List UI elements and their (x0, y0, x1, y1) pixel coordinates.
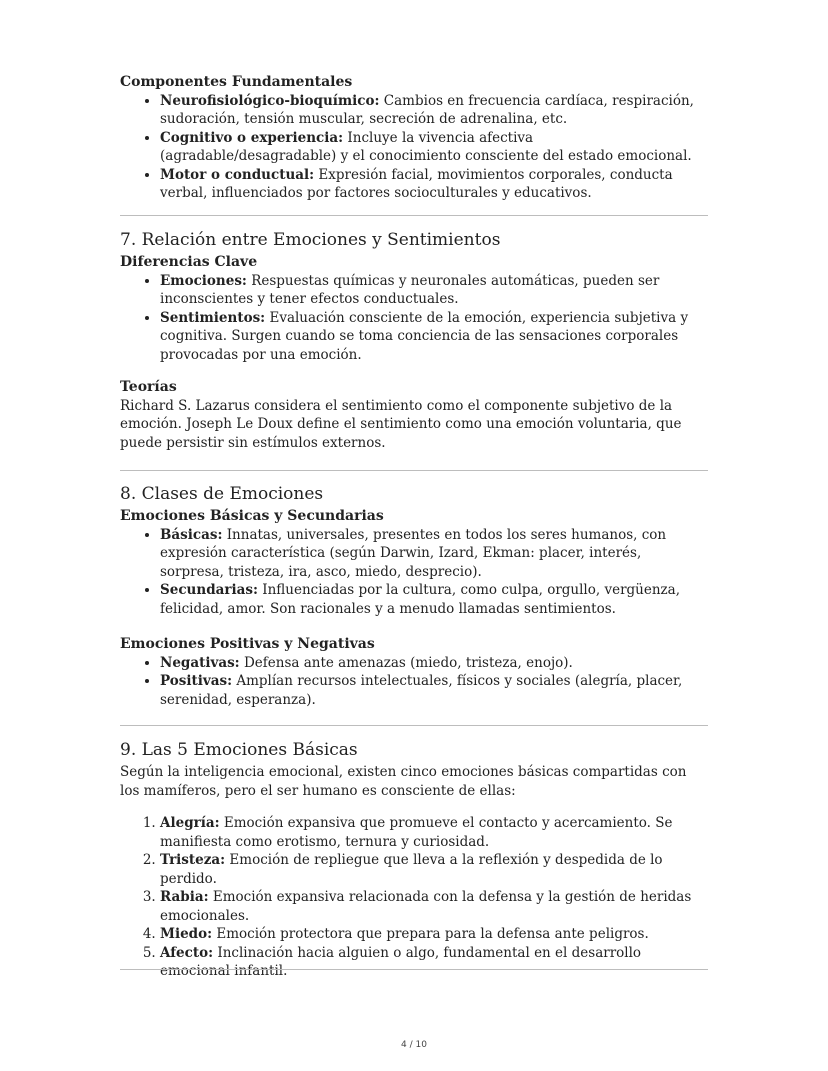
basicas-secundarias-list (120, 526, 708, 619)
list-item (160, 166, 708, 203)
item-text: Influenciadas por la cultura, como culpa, orgullo, vergüenza, felicidad, amor. Son racionales y a menudo llamadas sentimientos. (160, 582, 680, 617)
section-7 (120, 229, 708, 452)
item-term: Básicas: (160, 526, 223, 543)
item-term: Cognitivo o experiencia: (160, 129, 344, 146)
list-item (160, 925, 708, 944)
section-7-title: 7. Relación entre Emociones y Sentimientos (120, 230, 501, 250)
section-9-intro: Según la inteligencia emocional, existen cinco emociones básicas compartidas con los mamíferos, pero el ser humano es consciente de ellas: (120, 764, 687, 799)
subheading-basicas-secundarias: Emociones Básicas y Secundarias (120, 508, 384, 524)
section-8 (120, 483, 708, 709)
section-prev (120, 73, 708, 203)
list-item (160, 581, 708, 618)
diferencias-list (120, 272, 708, 365)
item-text: Emoción de repliegue que lleva a la reflexión y despedida de lo perdido. (160, 852, 663, 887)
item-text: Emoción expansiva que promueve el contacto y acercamiento. Se manifiesta como erotismo, ternura y curiosidad. (160, 815, 673, 850)
item-term: Rabia: (160, 889, 209, 905)
list-item (160, 888, 708, 925)
item-text: Evaluación consciente de la emoción, experiencia subjetiva y cognitiva. Surgen cuando se toma conciencia de las sensaciones corporales provocadas por una emoción. (160, 309, 689, 363)
list-item (160, 129, 708, 166)
item-term: Tristeza: (160, 852, 226, 868)
item-text: Innatas, universales, presentes en todos los seres humanos, con expresión característica (según Darwin, Izard, Ekman: placer, interés, sorpresa, tristeza, ira, asco, miedo, desprecio). (160, 526, 667, 580)
subheading-componentes: Componentes Fundamentales (120, 74, 353, 90)
subheading-positivas-negativas: Emociones Positivas y Negativas (120, 636, 375, 652)
item-term: Motor o conductual: (160, 166, 315, 183)
list-item (160, 672, 708, 709)
list-item (160, 851, 708, 888)
list-item (160, 654, 708, 673)
item-text: Emoción protectora que prepara para la defensa ante peligros. (212, 926, 649, 942)
item-text: Incluye la vivencia afectiva (agradable/desagradable) y el conocimiento consciente del estado emocional. (160, 129, 692, 164)
item-term: Positivas: (160, 673, 233, 689)
divider (120, 215, 708, 216)
list-item (160, 526, 708, 582)
item-text: Expresión facial, movimientos corporales, conducta verbal, influenciados por factores socioculturales y educativos. (160, 166, 673, 201)
divider (120, 969, 708, 970)
divider (120, 470, 708, 471)
item-term: Negativas: (160, 654, 240, 671)
section-8-title: 8. Clases de Emociones (120, 484, 324, 504)
list-item (160, 814, 708, 851)
section-9-title: 9. Las 5 Emociones Básicas (120, 740, 358, 760)
componentes-list (120, 92, 708, 203)
item-text: Emoción expansiva relacionada con la defensa y la gestión de heridas emocionales. (160, 889, 692, 924)
item-text: Defensa ante amenazas (miedo, tristeza, enojo). (239, 654, 573, 671)
section-9 (120, 739, 708, 981)
item-text: Respuestas químicas y neuronales automáticas, pueden ser inconscientes y tener efectos conductuales. (160, 272, 660, 307)
positivas-negativas-list (120, 654, 708, 710)
item-term: Afecto: (160, 944, 214, 961)
item-term: Sentimientos: (160, 309, 266, 326)
teorias-paragraph: Richard S. Lazarus considera el sentimiento como el componente subjetivo de la emoción. Joseph Le Doux define el sentimiento como una emoción voluntaria, que puede persistir sin estímulos externos. (120, 397, 682, 451)
divider (120, 725, 708, 726)
item-term: Neurofisiológico-bioquímico: (160, 92, 380, 109)
item-text: Cambios en frecuencia cardíaca, respiración, sudoración, tensión muscular, secreción de adrenalina, etc. (160, 92, 694, 127)
list-item (160, 92, 708, 129)
subheading-diferencias: Diferencias Clave (120, 254, 258, 270)
item-term: Secundarias: (160, 582, 258, 598)
subheading-teorias: Teorías (120, 379, 177, 395)
page-number: 4 / 10 (401, 1040, 427, 1050)
item-term: Emociones: (160, 272, 247, 289)
item-term: Alegría: (160, 815, 220, 831)
list-item (160, 272, 708, 309)
item-text: Inclinación hacia alguien o algo, fundamental en el desarrollo emocional infantil. (160, 944, 642, 979)
list-item (160, 944, 708, 981)
emociones-basicas-list (120, 814, 708, 981)
list-item (160, 309, 708, 365)
item-text: Amplían recursos intelectuales, físicos y sociales (alegría, placer, serenidad, esperanza). (160, 673, 683, 708)
item-term: Miedo: (160, 926, 213, 942)
